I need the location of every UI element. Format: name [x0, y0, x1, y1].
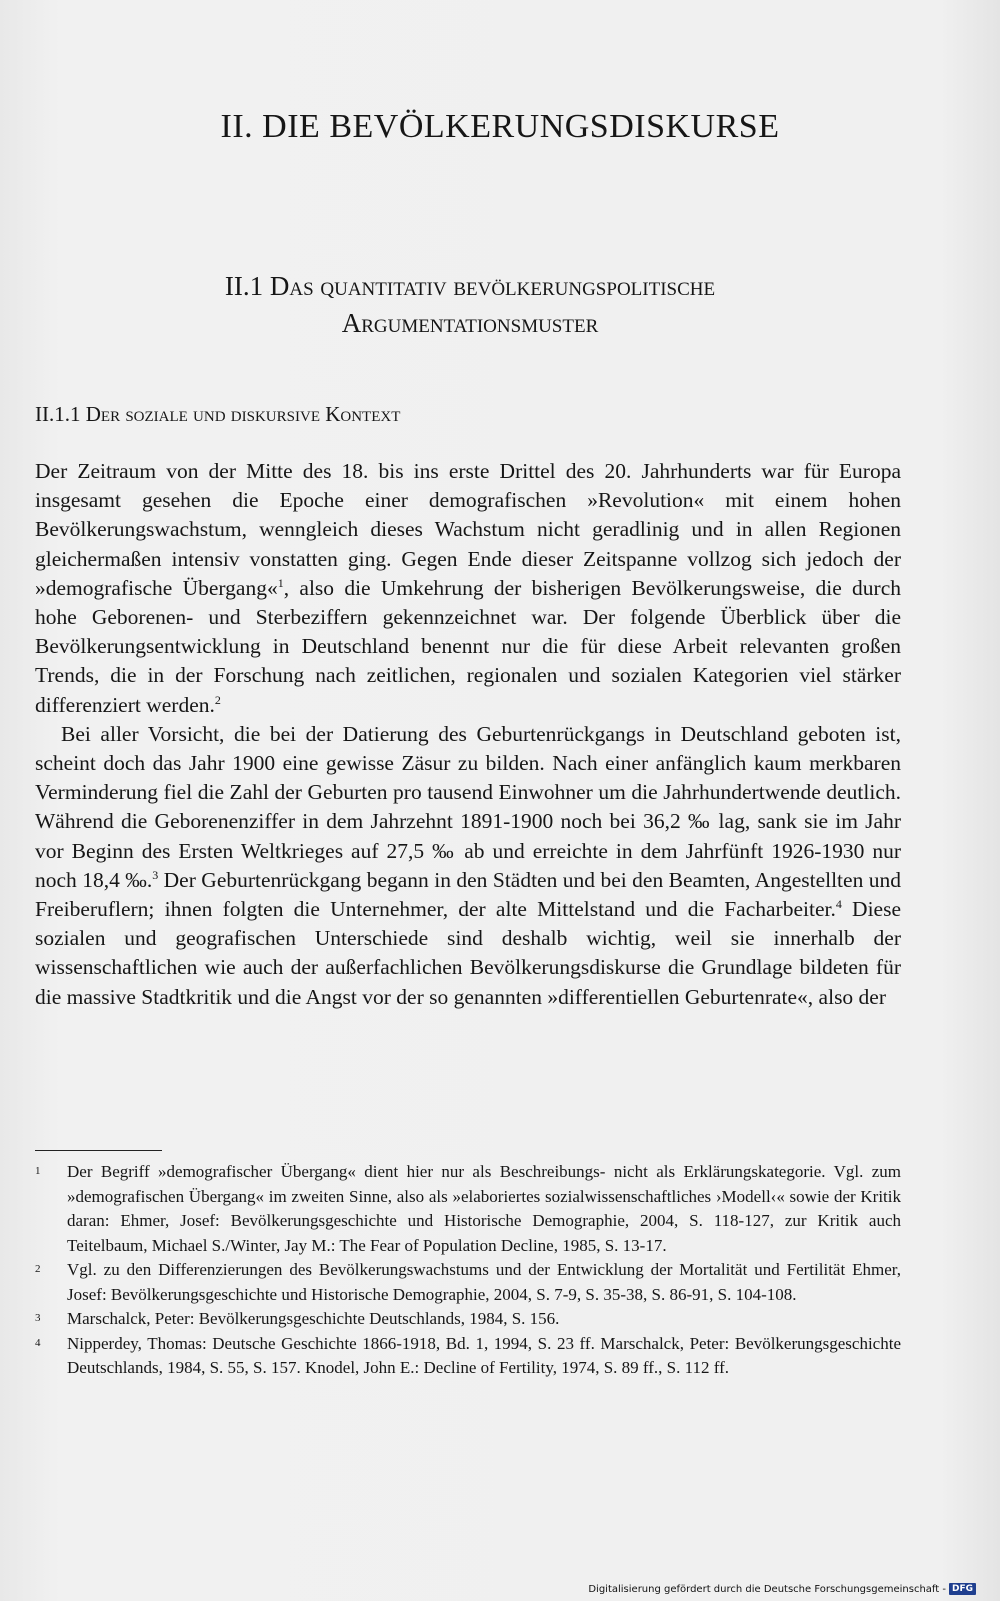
dfg-logo-icon: DFG	[949, 1583, 976, 1595]
footnote	[35, 1160, 901, 1258]
footnote-number: 2	[35, 1263, 41, 1275]
footnote-reference: 1	[277, 575, 284, 590]
footnote-number: 3	[35, 1312, 41, 1324]
section-title-line-2: Argumentationsmuster	[341, 308, 599, 338]
subsection-title: II.1.1 Der soziale und diskursive Kontext	[35, 402, 401, 426]
paragraph-2	[35, 720, 901, 1012]
section-title-line-1: II.1 Das quantitativ bevölkerungspolitische	[224, 271, 716, 301]
footnote-reference: 2	[214, 692, 221, 707]
paragraph-text: Diese sozialen und geografischen Unterschiede sind deshalb wichtig, weil sie innerhalb der wissenschaftlichen wie auch der außerfachlichen Bevölkerungsdiskurse die Grundlage bildeten für die massive Stadtkritik und die Angst vor der so genannten »differentiellen Geburtenrate«, also der	[35, 897, 901, 1009]
footnote-text: Marschalck, Peter: Bevölkerungsgeschichte Deutschlands, 1984, S. 156.	[67, 1309, 560, 1328]
footnote	[35, 1332, 901, 1381]
paragraph-text: , also die Umkehrung der bisherigen Bevölkerungsweise, die durch hohe Geborenen- und Sterbeziffern gekennzeichnet war. Der folgende Überblick über die Bevölkerungsentwicklung in Deutschland benennt nur die für diese Arbeit relevanten großen Trends, die in der Forschung nach zeitlichen, regionalen und sozialen Kategorien viel stärker differenziert werden.	[35, 575, 901, 717]
footnote-text: Nipperdey, Thomas: Deutsche Geschichte 1866-1918, Bd. 1, 1994, S. 23 ff. Marschalck, Peter: Bevölkerungsgeschichte Deutschlands, 1984, S. 55, S. 157. Knodel, John E.: Decline of Fertility, 1974, S. 89 ff., S. 112 ff.	[67, 1333, 901, 1377]
paragraph-1	[35, 457, 901, 720]
footnote-number: 4	[35, 1336, 41, 1349]
footnote-reference: 3	[152, 867, 159, 882]
footnote-reference: 4	[835, 896, 842, 911]
paragraph-text: Der Zeitraum von der Mitte des 18. bis ins erste Drittel des 20. Jahrhunderts war für Europa insgesamt gesehen die Epoche einer demografischen »Revolution« mit einem hohen Bevölkerungswachstum, wenngleich dieses Wachstum nicht geradlinig und in allen Regionen gleichermaßen intensiv vonstatten ging. Gegen Ende dieser Zeitspanne vollzog sich jedoch der »demografische Übergang«	[35, 459, 901, 600]
section-title	[0, 268, 940, 342]
chapter-title: II. DIE BEVÖLKERUNGSDISKURSE	[220, 108, 780, 145]
digitization-credit	[588, 1583, 976, 1595]
footnote-divider	[35, 1150, 162, 1151]
footnote-text: Vgl. zu den Differenzierungen des Bevölkerungswachstums und der Entwicklung der Mortalität und Fertilität Ehmer, Josef: Bevölkerungsgeschichte und Historische Demographie, 2004, S. 7-9, S. 35-38, S. 86-91, S. 104-108.	[67, 1260, 901, 1304]
footnotes	[35, 1160, 901, 1381]
body-text	[35, 457, 901, 1012]
footnote	[35, 1258, 901, 1307]
footnote-text: Der Begriff »demografischer Übergang« dient hier nur als Beschreibungs- nicht als Erklärungskategorie. Vgl. zum »demografischen Übergang« im zweiten Sinne, also als »elaboriertes sozialwissenschaftliches ›Modell‹« sowie der Kritik daran: Ehmer, Josef: Bevölkerungsgeschichte und Historische Demographie, 2004, S. 118-127, zur Kritik auch Teitelbaum, Michael S./Winter, Jay M.: The Fear of Population Decline, 1985, S. 13-17.	[67, 1162, 901, 1255]
credit-text: Digitalisierung gefördert durch die Deutsche Forschungsgemeinschaft -	[588, 1583, 946, 1595]
footnote-number: 1	[35, 1165, 41, 1177]
paragraph-text: Bei aller Vorsicht, die bei der Datierung des Geburtenrückgangs in Deutschland geboten ist, scheint doch das Jahr 1900 eine gewisse Zäsur zu bilden. Nach einer anfänglich kaum merkbaren Verminderung fiel die Zahl der Geburten pro tausend Einwohner um die Jahrhundertwende deutlich. Während die Geborenenziffer in dem Jahrzehnt 1891-1900 noch bei 36,2 ‰ lag, sank sie im Jahr vor Beginn des Ersten Weltkrieges auf 27,5 ‰ ab und erreichte in dem Jahrfünft 1926-1930 nur noch 18,4 ‰.	[35, 721, 901, 892]
paragraph-text: Der Geburtenrückgang begann in den Städten und bei den Beamten, Angestellten und Freiberuflern; ihnen folgten die Unternehmer, der alte Mittelstand und die Facharbeiter.	[35, 867, 902, 922]
footnote	[35, 1307, 901, 1332]
